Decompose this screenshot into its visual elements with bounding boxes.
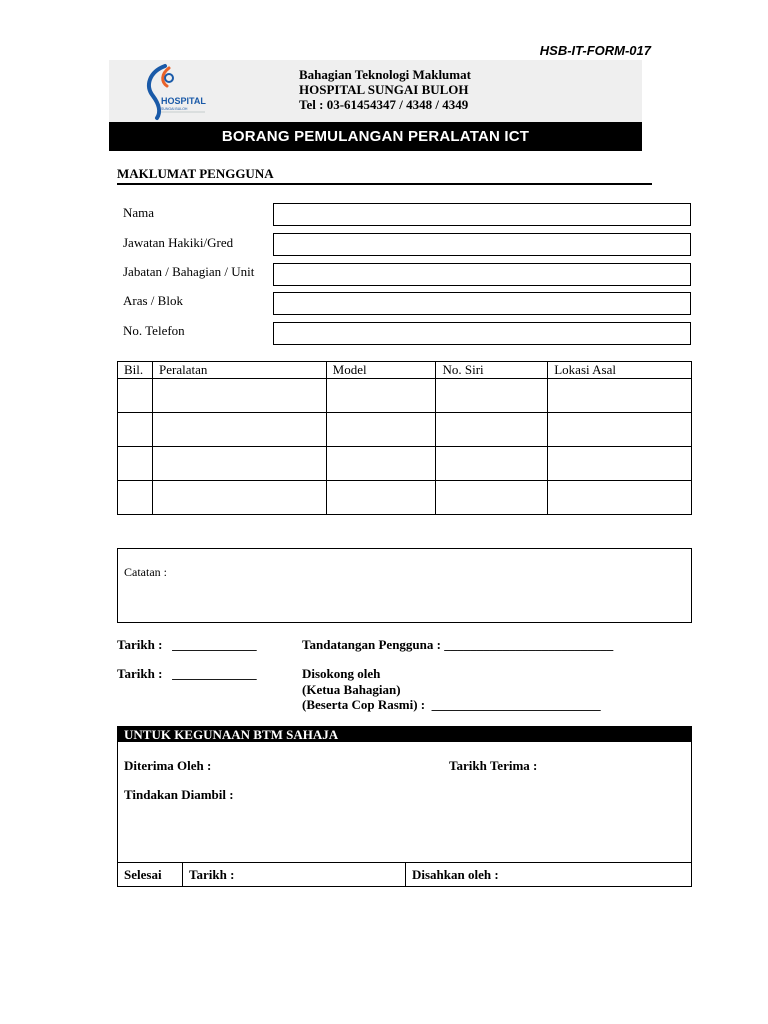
- table-cell[interactable]: [326, 413, 436, 447]
- diterima-oleh-label: Diterima Oleh :: [124, 758, 212, 773]
- department-name: Bahagian Teknologi Maklumat: [299, 67, 471, 82]
- equipment-table: [117, 361, 692, 515]
- telephone-line: Tel : 03-61454347 / 4348 / 4349: [299, 97, 469, 112]
- aras-field[interactable]: [273, 292, 691, 315]
- table-cell[interactable]: [548, 481, 692, 515]
- tarikh-signature-line-1: Tarikh : _____________: [117, 637, 257, 652]
- table-cell[interactable]: [436, 379, 548, 413]
- table-row: [118, 481, 692, 515]
- table-cell[interactable]: [436, 481, 548, 515]
- header-peralatan: Peralatan: [152, 362, 326, 379]
- form-title: BORANG PEMULANGAN PERALATAN ICT: [109, 122, 642, 151]
- form-code: HSB-IT-FORM-017: [539, 43, 651, 58]
- cop-rasmi-line: (Beserta Cop Rasmi) : __________________________: [302, 697, 601, 712]
- hospital-logo: [139, 60, 211, 122]
- table-cell[interactable]: [548, 379, 692, 413]
- btm-section-header: UNTUK KEGUNAAN BTM SAHAJA: [118, 727, 691, 742]
- disokong-oleh-label: Disokong oleh: [302, 666, 381, 681]
- field-label-nama: Nama: [123, 205, 155, 220]
- logo-subtext: SUNGAI BULOH: [161, 107, 188, 111]
- tarikh-signature-line-2: Tarikh : _____________: [117, 666, 257, 681]
- header-bil: Bil.: [118, 362, 153, 379]
- table-cell[interactable]: [118, 379, 153, 413]
- selesai-cell[interactable]: Selesai: [118, 863, 183, 887]
- catatan-box[interactable]: [117, 548, 692, 623]
- field-label-telefon: No. Telefon: [123, 323, 185, 338]
- table-cell[interactable]: [152, 379, 326, 413]
- table-cell[interactable]: [152, 413, 326, 447]
- jawatan-field[interactable]: [273, 233, 691, 256]
- table-header-row: [118, 362, 692, 379]
- table-cell[interactable]: [326, 447, 436, 481]
- table-cell[interactable]: [326, 379, 436, 413]
- organization-info: [299, 67, 471, 112]
- header-box: [109, 60, 642, 122]
- field-label-aras: Aras / Blok: [123, 293, 183, 308]
- disahkan-oleh-cell[interactable]: Disahkan oleh :: [412, 867, 499, 882]
- table-cell[interactable]: [118, 481, 153, 515]
- tarikh-cell[interactable]: Tarikh :: [183, 863, 406, 887]
- user-section-title: MAKLUMAT PENGGUNA: [117, 166, 652, 185]
- table-row: [118, 379, 692, 413]
- field-label-jabatan: Jabatan / Bahagian / Unit: [123, 264, 255, 279]
- catatan-label: Catatan :: [124, 565, 167, 579]
- table-cell[interactable]: [436, 447, 548, 481]
- table-cell[interactable]: [326, 481, 436, 515]
- jabatan-field[interactable]: [273, 263, 691, 286]
- table-row: [118, 447, 692, 481]
- table-cell[interactable]: [548, 413, 692, 447]
- table-row: [118, 413, 692, 447]
- table-cell[interactable]: [548, 447, 692, 481]
- table-cell[interactable]: [436, 413, 548, 447]
- table-cell[interactable]: [152, 481, 326, 515]
- logo-text: HOSPITAL: [161, 96, 206, 106]
- header-lokasi-asal: Lokasi Asal: [548, 362, 692, 379]
- tarikh-terima-label: Tarikh Terima :: [449, 758, 538, 773]
- header-model: Model: [326, 362, 436, 379]
- telefon-field[interactable]: [273, 322, 691, 345]
- hospital-name: HOSPITAL SUNGAI BULOH: [299, 82, 469, 97]
- table-cell[interactable]: [118, 413, 153, 447]
- header-no-siri: No. Siri: [436, 362, 548, 379]
- field-label-jawatan: Jawatan Hakiki/Gred: [123, 235, 234, 250]
- ketua-bahagian-label: (Ketua Bahagian): [302, 682, 401, 697]
- nama-field[interactable]: [273, 203, 691, 226]
- table-cell[interactable]: [152, 447, 326, 481]
- tandatangan-pengguna-line: Tandatangan Pengguna : __________________________: [302, 637, 614, 652]
- btm-footer-row: [118, 862, 691, 887]
- table-cell[interactable]: [118, 447, 153, 481]
- btm-section: [117, 726, 692, 887]
- tindakan-diambil-label: Tindakan Diambil :: [124, 787, 234, 802]
